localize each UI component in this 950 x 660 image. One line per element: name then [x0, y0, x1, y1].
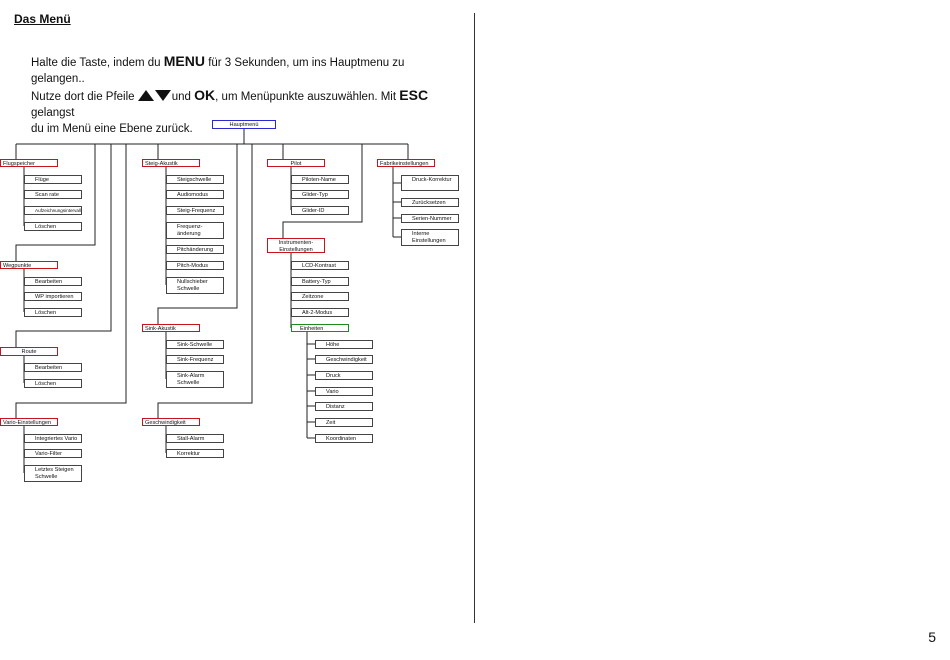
- category-instrumenten-einstellungen: Instrumenten-Einstellungen: [267, 238, 325, 253]
- submenu-einheiten: Einheiten: [291, 324, 349, 332]
- menu-item: Druck: [315, 371, 373, 380]
- menu-item: Nullschieber Schwelle: [166, 277, 224, 294]
- menu-item: Löschen: [24, 222, 82, 231]
- menu-item: Geschwindigkeit: [315, 355, 373, 364]
- menu-item: Sink-Frequenz: [166, 355, 224, 364]
- category-vario-einstellungen: Vario-Einstellungen: [0, 418, 58, 426]
- menu-item: Sink-Alarm Schwelle: [166, 371, 224, 388]
- root-hauptmenue: Hauptmenü: [212, 120, 276, 129]
- category-steig-akustik: Steig-Akustik: [142, 159, 200, 167]
- menu-item: Steig-Frequenz: [166, 206, 224, 215]
- category-route: Route: [0, 347, 58, 356]
- menu-item: Steigschwelle: [166, 175, 224, 184]
- menu-item: Koordinaten: [315, 434, 373, 443]
- menu-item: Integriertes Vario: [24, 434, 82, 443]
- menu-item: Zeitzone: [291, 292, 349, 301]
- menu-item: Höhe: [315, 340, 373, 349]
- menu-item: Sink-Schwelle: [166, 340, 224, 349]
- menu-item: Piloten-Name: [291, 175, 349, 184]
- esc-key-label: ESC: [399, 87, 429, 103]
- category-geschwindigkeit: Geschwindigkeit: [142, 418, 200, 426]
- menu-item: Bearbeiten: [24, 277, 82, 286]
- page-heading: Das Menü: [14, 12, 71, 26]
- category-wegpunkte: Wegpunkte: [0, 261, 58, 269]
- ok-key-label: OK: [194, 87, 216, 103]
- menu-item: Stall-Alarm: [166, 434, 224, 443]
- category-flugspeicher: Flugspeicher: [0, 159, 58, 167]
- menu-key-label: MENU: [163, 53, 205, 69]
- menu-item: Alt-2-Modus: [291, 308, 349, 317]
- menu-item: Audiomodus: [166, 190, 224, 199]
- menu-item: Glider-Typ: [291, 190, 349, 199]
- menu-item: Zurücksetzen: [401, 198, 459, 207]
- menu-item: Flüge: [24, 175, 82, 184]
- menu-item: Korrektur: [166, 449, 224, 458]
- menu-item: Bearbeiten: [24, 363, 82, 372]
- page-number: 5: [928, 629, 936, 645]
- menu-item: Aufzeichnungsintervall: [24, 206, 82, 215]
- page-divider: [474, 13, 475, 623]
- menu-item: Druck-Korrektur: [401, 175, 459, 191]
- menu-item: Pitch-Modus: [166, 261, 224, 270]
- category-fabrikeinstellungen: Fabrikeinstellungen: [377, 159, 435, 167]
- menu-item: WP importieren: [24, 292, 82, 301]
- menu-item: Löschen: [24, 379, 82, 388]
- category-pilot: Pilot: [267, 159, 325, 167]
- menu-item: Distanz: [315, 402, 373, 411]
- menu-item: Löschen: [24, 308, 82, 317]
- menu-item: Vario: [315, 387, 373, 396]
- category-sink-akustik: Sink-Akustik: [142, 324, 200, 332]
- menu-item: Vario-Filter: [24, 449, 82, 458]
- menu-item: Scan rate: [24, 190, 82, 199]
- intro-paragraph: Halte die Taste, indem du MENU für 3 Sekunden, um ins Hauptmenu zu gelangen.. Nutze dort die Pfeile und OK, um Menüpunkte auszuwählen. Mit ESC gelangst du im Menü eine Ebene zurück.: [31, 53, 429, 135]
- menu-item: LCD-Kontrast: [291, 261, 349, 270]
- menu-item: Zeit: [315, 418, 373, 427]
- menu-item: Letztes Steigen Schwelle: [24, 465, 82, 482]
- menu-item: Interne Einstellungen: [401, 229, 459, 246]
- menu-item: Glider-ID: [291, 206, 349, 215]
- menu-item: Pitchänderung: [166, 245, 224, 254]
- menu-item: Battery-Typ: [291, 277, 349, 286]
- menu-item: Serien-Nummer: [401, 214, 459, 223]
- menu-item: Frequenz-änderung: [166, 222, 224, 239]
